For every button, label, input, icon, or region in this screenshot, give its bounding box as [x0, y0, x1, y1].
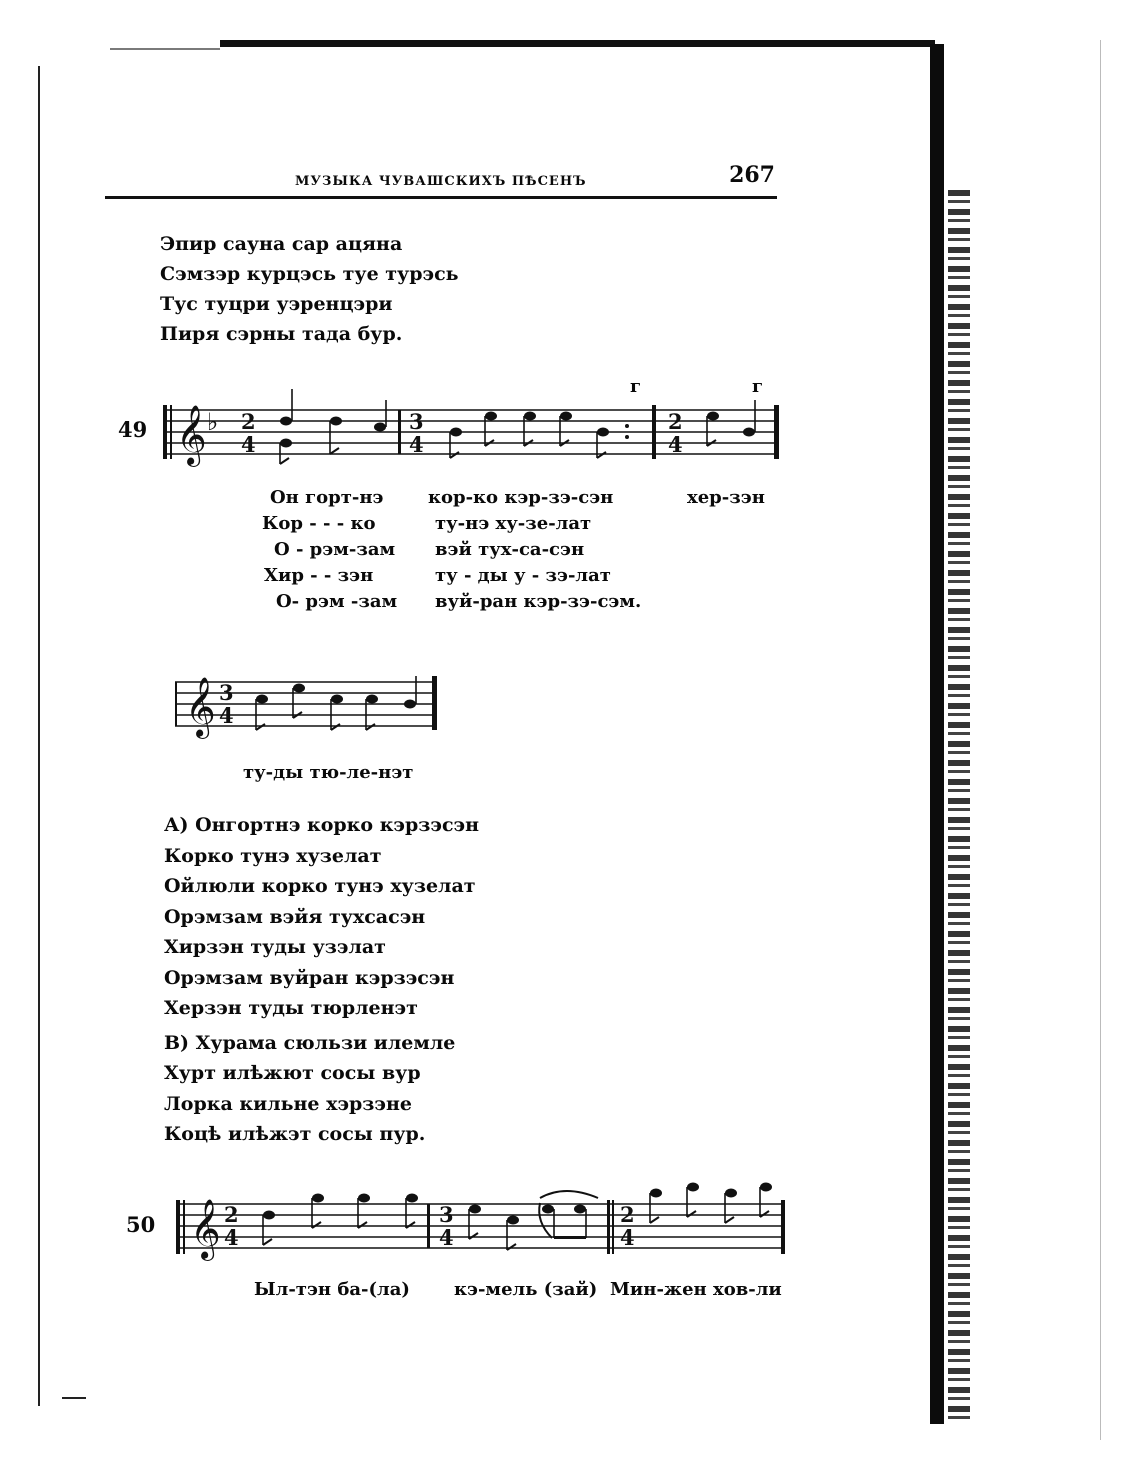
scan-mark: [62, 1397, 86, 1399]
lyric-syllables: ту-нэ ху-зе-лат: [435, 513, 592, 534]
lyric-syllables: кэ-мель (зай): [454, 1279, 598, 1300]
lyric-syllables: Кор - - - ко: [262, 513, 376, 534]
verse-line: Херзэн туды тюрленэт: [164, 997, 418, 1019]
lyric-syllables: Мин-жен хов-ли: [610, 1279, 782, 1300]
verse-block: [164, 810, 479, 1150]
verse-line: Хирзэн туды узэлат: [164, 936, 386, 958]
svg-text:𝄞: 𝄞: [185, 677, 216, 737]
verse-line: Ойлюли корко тунэ хузелат: [164, 875, 476, 897]
page-number: 267: [729, 162, 775, 188]
header-rule: [105, 196, 777, 199]
svg-text:4: 4: [224, 1225, 239, 1250]
lyric-syllables: О - рэм-зам: [274, 539, 396, 560]
verse-line: Орэмзам вуйран кэрзэсэн: [164, 966, 455, 989]
page-edge: [220, 40, 935, 47]
variant-lyric: ту-ды тю-ле-нэт: [243, 762, 414, 783]
verse-line: Сэмзэр курцэсь туе турэсь: [160, 263, 459, 285]
verse-line: Лорка кильне хэрзэне: [164, 1092, 412, 1115]
lyric-syllables: Ыл-тэн ба-(ла): [254, 1279, 410, 1300]
verse-line: Тус туцри уэренцэри: [160, 293, 393, 315]
example-number: 49: [118, 417, 148, 442]
lyric-syllables: хер-зэн: [687, 487, 765, 508]
lyric-syllables: Он горт-нэ: [270, 487, 384, 508]
fermata-marking: г: [630, 376, 642, 397]
svg-text:2: 2: [241, 409, 256, 434]
verse-line: Пиря сэрны тада бур.: [160, 323, 403, 345]
lyric-syllables: вэй тух-са-сэн: [435, 539, 585, 560]
running-title: МУЗЫКА ЧУВАШСКИХЪ ПѢСЕНЪ: [295, 174, 587, 189]
example-number: 50: [126, 1212, 156, 1237]
svg-text:3: 3: [439, 1202, 454, 1227]
music-notation: [0, 670, 1140, 760]
svg-text:2: 2: [668, 409, 683, 434]
svg-text:3: 3: [409, 409, 424, 434]
lyric-syllables: вуй-ран кэр-зэ-сэм.: [435, 591, 642, 612]
lyric-syllables: О- рэм -зам: [276, 591, 398, 612]
svg-text:2: 2: [620, 1202, 635, 1227]
svg-text:3: 3: [219, 680, 234, 705]
svg-text:4: 4: [409, 432, 424, 457]
svg-text:𝄞: 𝄞: [176, 405, 207, 465]
svg-text:4: 4: [439, 1225, 454, 1250]
verse-line: Корко тунэ хузелат: [164, 844, 382, 867]
lyric-syllables: кор-ко кэр-зэ-сэн: [428, 487, 614, 508]
verse-line: В) Хурама сюльзи илемле: [164, 1031, 456, 1054]
lyric-syllables: Хир - - зэн: [264, 565, 374, 586]
verse-line: Орэмзам вэйя тухсасэн: [164, 905, 426, 928]
fermata-marking: г: [752, 376, 764, 397]
music-notation: [0, 375, 1140, 495]
svg-text:4: 4: [668, 432, 683, 457]
verse-line: А) Онгортнэ корко кэрзэсэн: [164, 814, 480, 836]
svg-text:2: 2: [224, 1202, 239, 1227]
music-notation: [0, 1170, 1140, 1280]
svg-text:4: 4: [219, 703, 234, 728]
verse-block: [160, 229, 459, 349]
page-header: [105, 160, 777, 200]
svg-text:4: 4: [241, 432, 256, 457]
verse-line: Хурт илѣжют сосы вур: [164, 1062, 421, 1084]
verse-line: Эпир сауна сар ацяна: [160, 233, 403, 255]
verse-line: Коцѣ илѣжэт сосы пур.: [164, 1123, 426, 1145]
svg-text:𝄞: 𝄞: [190, 1199, 221, 1259]
lyric-syllables: ту - ды у - зэ-лат: [435, 565, 611, 586]
svg-text:4: 4: [620, 1225, 635, 1250]
svg-text:♭: ♭: [207, 408, 219, 436]
page-edge: [110, 48, 220, 50]
